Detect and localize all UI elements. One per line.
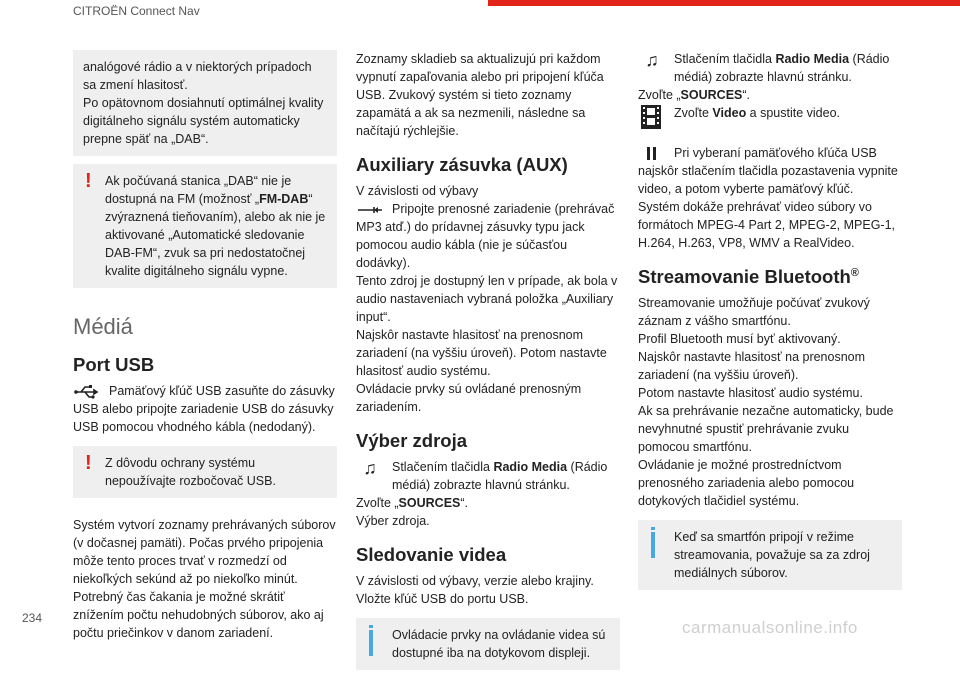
source-select: Zvoľte „SOURCES“. <box>356 496 469 510</box>
column-2 <box>356 50 620 678</box>
warning-text: Ak počúvaná stanica „DAB“ nie je dostupná na FM (možnosť „FM-DAB“ zvýraznená tieňovaním), alebo ak nie je aktivované „Automatické sledovanie DAB-FM“, zvuk sa pri nedostatočnej kvalite digitálneho signálu vypne. <box>105 174 326 278</box>
pause-instruction <box>638 144 902 252</box>
music-note-icon: ♫ <box>645 50 659 70</box>
section-title-bluetooth: Streamovanie Bluetooth® <box>638 266 859 287</box>
info-box-video <box>356 618 620 670</box>
info-box-dab <box>73 50 337 156</box>
info-text: Ovládacie prvky na ovládanie videa sú dostupné iba na dotykovom displeji. <box>392 628 606 660</box>
video-play-text: Zvoľte Video a spustite video. <box>674 106 841 120</box>
section-title-source: Výber zdroja <box>356 430 468 451</box>
warning-box-usb <box>73 446 337 498</box>
music-note-icon: ♫ <box>363 458 377 478</box>
video-play-instruction <box>638 104 902 140</box>
watermark: carmanualsonline.info <box>682 618 858 637</box>
warning-text: Z dôvodu ochrany systému nepoužívajte rozbočovač USB. <box>105 456 276 488</box>
source-instruction <box>356 458 620 494</box>
usb-instruction <box>73 382 337 436</box>
usb-text: Pamäťový kľúč USB zasuňte do zásuvky USB alebo pripojte zariadenie USB do zásuvky USB pomocou vhodného kábla (nedodaný). <box>73 384 335 434</box>
info-icon <box>651 527 655 530</box>
pause-icon <box>638 144 666 166</box>
warning-icon: ! <box>85 452 92 474</box>
section-title-usb: Port USB <box>73 354 155 375</box>
source-text-2: Výber zdroja. <box>356 514 430 528</box>
pause-text: Pri vyberaní pamäťového kľúča USB najskôr stlačením tlačidla pozastavenia vypnite video, a potom vyberte pamäťový kľúč. Systém dokáže prehrávať video súbory vo formátoch MPEG-4 Part 2, MPEG-2, MPEG-1, H.264, H.263, VP8, WMV a RealVideo. <box>638 146 898 250</box>
film-icon <box>638 104 666 126</box>
warning-box-dab <box>73 164 337 288</box>
jack-icon <box>356 200 384 222</box>
info-icon <box>369 625 373 628</box>
video-step-text: Stlačením tlačidla Radio Media (Rádio médiá) zobrazte hlavnú stránku. <box>674 52 890 84</box>
playlist-text: Zoznamy skladieb sa aktualizujú pri každom vypnutí zapaľovania alebo pri pripojení kľúča USB. Zvukový systém si tieto zoznamy zapamätá a ak sa nezmenili, následne sa načítajú rýchlejšie. <box>356 52 604 138</box>
info-box-streaming <box>638 520 902 590</box>
video-text: V závislosti od výbavy, verzie alebo krajiny. Vložte kľúč USB do portu USB. <box>356 574 594 606</box>
bluetooth-text: Streamovanie umožňuje počúvať zvukový záznam z vášho smartfónu. Profil Bluetooth musí byť aktivovaný. Najskôr nastavte hlasitosť na prenosnom zariadení (na vyššiu úroveň). Potom nastavte hlasitosť audio systému. Ak sa prehrávanie nezačne automaticky, bude nevyhnutné spustiť prehrávanie zvuku pomocou smartfónu. Ovládanie je možné prostredníctvom prenosného zariadenia alebo pomocou dotykových tlačidiel systému. <box>638 296 894 508</box>
section-title-video: Sledovanie videa <box>356 544 507 565</box>
usb-icon <box>73 382 101 404</box>
info-text: Keď sa smartfón pripojí v režime streamovania, považuje sa za zdroj mediálnych súborov. <box>674 530 870 580</box>
section-title-aux: Auxiliary zásuvka (AUX) <box>356 154 568 175</box>
video-instruction <box>638 50 902 86</box>
aux-instruction <box>356 200 620 416</box>
aux-text: Pripojte prenosné zariadenie (prehrávač MP3 atď.) do prídavnej zásuvky typu jack pomocou audio kábla (nie je súčasťou dodávky). Tento zdroj je dostupný len v prípade, ak bola v audio nastaveniach vybraná položka „Auxiliary input“. Najskôr nastavte hlasitosť na prenosnom zariadení (na vyššiu úroveň). Potom nastavte hlasitosť audio systému. Ovládacie prvky sú ovládané prenosným zariadením. <box>356 202 618 414</box>
column-3 <box>638 50 902 598</box>
aux-intro: V závislosti od výbavy <box>356 184 479 198</box>
header-title: CITROËN Connect Nav <box>73 4 200 18</box>
section-title-media: Médiá <box>73 314 133 339</box>
page-number: 234 <box>22 611 43 625</box>
box-text: analógové rádio a v niektorých prípadoch sa zmení hlasitosť. Po opätovnom dosiahnutí optimálnej kvality digitálneho signálu systém automaticky prepne späť na „DAB“. <box>83 60 324 146</box>
source-text: Stlačením tlačidla Radio Media (Rádio médiá) zobrazte hlavnú stránku. <box>392 460 608 492</box>
video-select: Zvoľte „SOURCES“. <box>638 88 751 102</box>
header-accent-bar <box>488 0 960 6</box>
column-1 <box>73 50 337 642</box>
warning-icon: ! <box>85 170 92 192</box>
usb-paragraph: Systém vytvorí zoznamy prehrávaných súborov (v dočasnej pamäti). Počas prvého pripojenia môže tento proces trvať v rozmedzí od niekoľkých sekúnd až po niekoľko minút. Potrebný čas čakania je možné skrátiť znížením počtu nehudobných súborov, ako aj počtu priečinkov v danom zariadení. <box>73 518 336 640</box>
